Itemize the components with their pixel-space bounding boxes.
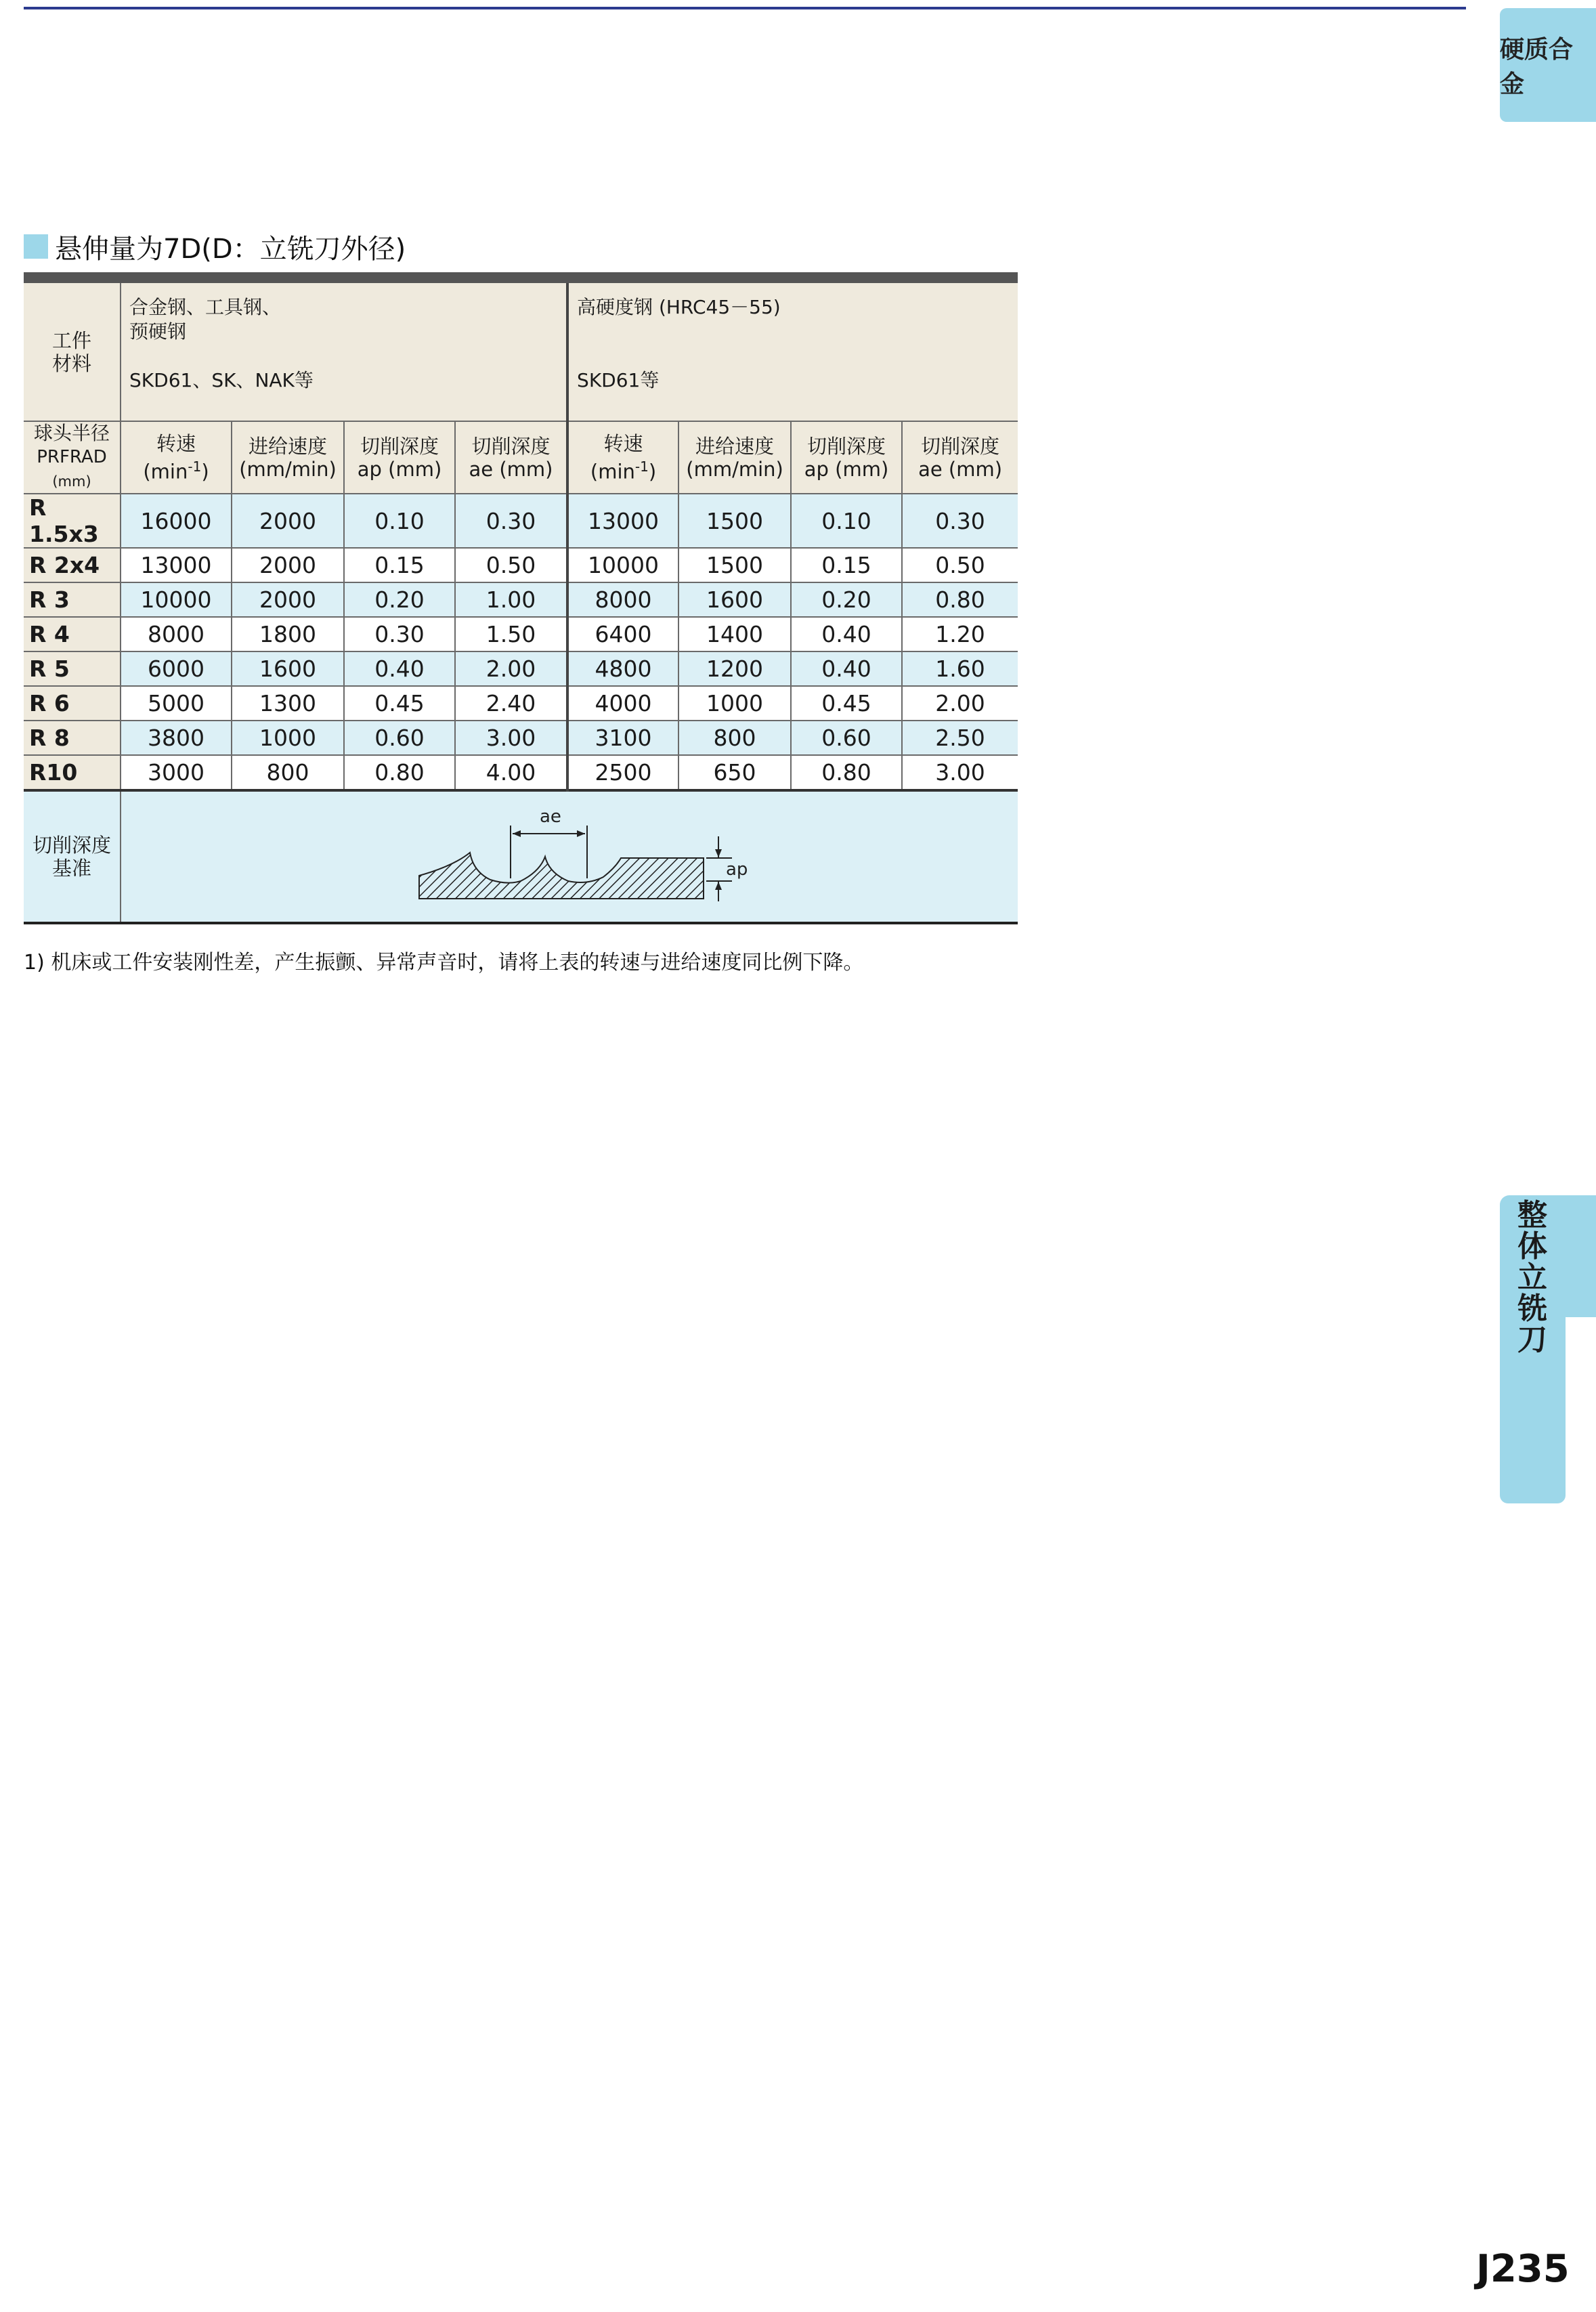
table-cell: 1300 (232, 686, 344, 721)
unit-close: ) (648, 460, 657, 484)
table-cell: 800 (678, 721, 791, 755)
col-header-title: 切削深度 (921, 434, 1000, 458)
ae-arrow-left (513, 830, 521, 837)
table-row (24, 548, 1018, 582)
material-group2-grades: SKD61等 (577, 369, 660, 391)
table-cell: 10000 (121, 582, 232, 617)
col-header-title: 切削深度 (360, 434, 439, 458)
table-row (24, 686, 1018, 721)
table-cell: 2000 (232, 494, 344, 548)
table-row (24, 755, 1018, 790)
radius-header-unit: (mm) (52, 473, 91, 490)
table-cell: 0.40 (791, 651, 902, 686)
material-row (24, 278, 1018, 421)
table-cell: 0.10 (344, 494, 455, 548)
radius-cell: R 5 (24, 651, 121, 686)
table-cell: 2500 (567, 755, 678, 790)
table-cell: 3800 (121, 721, 232, 755)
material-group1-grades: SKD61、SK、NAK等 (129, 369, 314, 391)
top-rule (24, 7, 1466, 9)
table-cell: 1000 (232, 721, 344, 755)
ae-label: ae (540, 807, 561, 827)
table-cell: 8000 (121, 617, 232, 651)
table-cell: 1.50 (455, 617, 567, 651)
col-header-unit: (mm/min) (239, 457, 337, 481)
table-cell: 1.00 (455, 582, 567, 617)
radius-cell: R 3 (24, 582, 121, 617)
table-cell: 1.60 (902, 651, 1018, 686)
table-cell: 1800 (232, 617, 344, 651)
table-cell: 13000 (121, 548, 232, 582)
table-cell: 0.15 (791, 548, 902, 582)
table-row (24, 651, 1018, 686)
category-tab-label: 硬质合金 (1500, 36, 1574, 98)
table-cell: 13000 (567, 494, 678, 548)
col-header-title: 进给速度 (695, 434, 775, 458)
table-row (24, 582, 1018, 617)
section-title (24, 228, 406, 265)
side-tab-label[interactable]: 整体立铣刀 (1517, 1198, 1547, 1357)
col-header-unit: (mm/min) (686, 457, 783, 481)
table-cell: 4.00 (455, 755, 567, 790)
table-cell: 2.00 (455, 651, 567, 686)
table-cell: 6400 (567, 617, 678, 651)
table-cell: 3100 (567, 721, 678, 755)
unit-text: (min (143, 460, 188, 484)
table-cell: 8000 (567, 582, 678, 617)
ap-arrow-top (715, 849, 722, 857)
unit-exponent: -1 (634, 458, 649, 475)
col-header-unit: ap (mm) (804, 457, 889, 481)
table-cell: 2000 (232, 548, 344, 582)
table-cell: 5000 (121, 686, 232, 721)
depth-reference-label: 切削深度 基准 (32, 834, 111, 880)
table-row (24, 494, 1018, 548)
radius-cell: R 8 (24, 721, 121, 755)
col-header-speed-1 (121, 421, 232, 494)
column-header-row (24, 421, 1018, 494)
table-cell: 4000 (567, 686, 678, 721)
radius-cell: R10 (24, 755, 121, 790)
material-group1-cell (121, 278, 567, 421)
table-cell: 0.60 (344, 721, 455, 755)
radius-header-cell (24, 421, 121, 494)
col-header-title: 切削深度 (807, 434, 886, 458)
table-cell: 0.80 (791, 755, 902, 790)
ap-arrow-bottom (715, 882, 722, 890)
table-cell: 0.80 (902, 582, 1018, 617)
table-cell: 6000 (121, 651, 232, 686)
table-cell: 1600 (232, 651, 344, 686)
cutting-depth-diagram (121, 792, 1015, 922)
footnote: 1) 机床或工件安装刚性差，产生振颤、异常声音时，请将上表的转速与进给速度同比例下降。 (24, 951, 864, 975)
table-cell: 2.00 (902, 686, 1018, 721)
depth-reference-label-cell (24, 790, 121, 923)
table-cell: 650 (678, 755, 791, 790)
radius-cell: R 2x4 (24, 548, 121, 582)
table-cell: 3000 (121, 755, 232, 790)
table-cell: 0.45 (791, 686, 902, 721)
section-marker-icon (24, 234, 48, 259)
table-cell: 0.80 (344, 755, 455, 790)
col-header-ap-1 (344, 421, 455, 494)
col-header-feed-1 (232, 421, 344, 494)
unit-text: (min (590, 460, 635, 484)
table-cell: 1.20 (902, 617, 1018, 651)
table-cell: 0.50 (455, 548, 567, 582)
table-cell: 10000 (567, 548, 678, 582)
depth-diagram-cell (121, 790, 1018, 923)
table-cell: 16000 (121, 494, 232, 548)
col-header-title: 转速 (156, 431, 196, 455)
workpiece-hatch (419, 853, 704, 899)
depth-reference-row (24, 790, 1018, 923)
section-title-text: 悬伸量为7D(D：立铣刀外径) (55, 233, 406, 265)
table-cell: 2.50 (902, 721, 1018, 755)
ae-arrow-right (577, 830, 585, 837)
table-cell: 0.30 (902, 494, 1018, 548)
material-label-cell (24, 278, 121, 421)
material-group2-materials: 高硬度钢 (HRC45－55) (577, 296, 781, 318)
table-cell: 1200 (678, 651, 791, 686)
col-header-feed-2 (678, 421, 791, 494)
col-header-ae-1 (455, 421, 567, 494)
material-group1-materials: 合金钢、工具钢、 预硬钢 (129, 296, 282, 343)
table-cell: 0.60 (791, 721, 902, 755)
table-cell: 0.45 (344, 686, 455, 721)
table-cell: 4800 (567, 651, 678, 686)
table-cell: 1500 (678, 548, 791, 582)
col-header-unit: ae (mm) (469, 457, 553, 481)
table-cell: 2.40 (455, 686, 567, 721)
radius-header-line2 (24, 445, 120, 493)
table-cell: 0.20 (344, 582, 455, 617)
category-tab[interactable] (1500, 8, 1596, 122)
table-cell: 0.15 (344, 548, 455, 582)
table-cell: 0.40 (791, 617, 902, 651)
ap-label: ap (726, 859, 748, 880)
col-header-unit: ae (mm) (918, 457, 1003, 481)
col-header-ae-2 (902, 421, 1018, 494)
col-header-unit (569, 455, 678, 484)
page-number: J235 (1476, 2247, 1570, 2291)
cutting-conditions-table (24, 272, 1018, 924)
table-cell: 1600 (678, 582, 791, 617)
table-cell: 3.00 (902, 755, 1018, 790)
table-cell: 0.50 (902, 548, 1018, 582)
table-cell: 0.20 (791, 582, 902, 617)
table-cell: 1400 (678, 617, 791, 651)
radius-cell: R 6 (24, 686, 121, 721)
table-cell: 3.00 (455, 721, 567, 755)
col-header-unit: ap (mm) (357, 457, 442, 481)
unit-exponent: -1 (188, 458, 202, 475)
table-row (24, 617, 1018, 651)
table-cell: 0.10 (791, 494, 902, 548)
radius-cell: R 1.5x3 (24, 494, 121, 548)
table-cell: 0.30 (455, 494, 567, 548)
table-cell: 2000 (232, 582, 344, 617)
col-header-title: 切削深度 (471, 434, 551, 458)
col-header-title: 转速 (603, 431, 643, 455)
table-cell: 1500 (678, 494, 791, 548)
table-cell: 1000 (678, 686, 791, 721)
radius-header-code: PRFRAD (37, 447, 107, 467)
radius-cell: R 4 (24, 617, 121, 651)
col-header-title: 进给速度 (248, 434, 327, 458)
material-label: 工件 材料 (51, 328, 91, 375)
radius-header-line1: 球头半径 (33, 422, 110, 444)
col-header-speed-2 (567, 421, 678, 494)
material-group2-cell (567, 278, 1018, 421)
col-header-unit (121, 455, 231, 484)
table-cell: 0.30 (344, 617, 455, 651)
unit-close: ) (201, 460, 209, 484)
table-cell: 800 (232, 755, 344, 790)
table-cell: 0.40 (344, 651, 455, 686)
col-header-ap-2 (791, 421, 902, 494)
table-row (24, 721, 1018, 755)
